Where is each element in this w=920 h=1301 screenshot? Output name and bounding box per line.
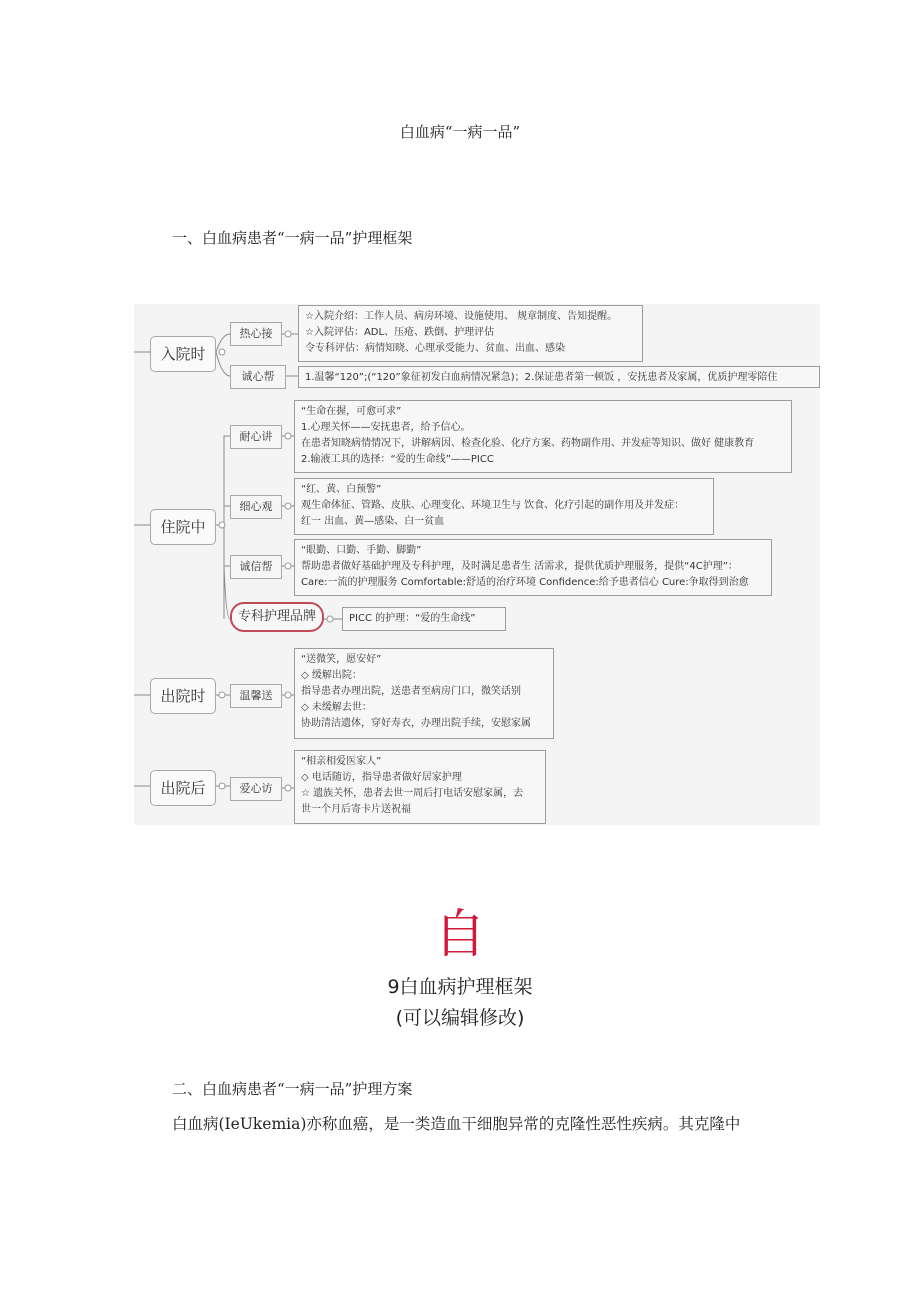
detail-4c-care xyxy=(294,539,772,596)
detail-line: 观生命体征、管路、皮肤、心理变化、环境卫生与 饮食、化疗引起的副作用及并发症： xyxy=(301,500,685,511)
body-paragraph: 白血病(IeUkemia)亦称血癌，是一类造血干细胞异常的克隆性恶性疾病。其克隆中 xyxy=(172,1115,741,1133)
detail-line: “眼勤、口勤、手勤、脚勤” xyxy=(301,545,422,556)
detail-line: Care:一流的护理服务 Comfortable:舒适的治疗环境 Confidence:给予患者信心 Cure:争取得到治愈 xyxy=(301,577,749,588)
section-heading-framework: 一、白血病患者“一病一品”护理框架 xyxy=(172,229,413,247)
detail-line: “送微笑，愿安好” xyxy=(301,654,382,665)
detail-line: “红、黄、白预警” xyxy=(301,484,382,495)
detail-admission-help xyxy=(298,366,820,388)
detail-line: PICC 的护理：“爱的生命线” xyxy=(349,613,476,624)
stage-hospitalization: 住院中 xyxy=(150,509,216,545)
sub-xixinguan: 细心观 xyxy=(230,495,282,519)
detail-line: 令专科评估：病情知晓、心理承受能力、贫血、出血、感染 xyxy=(305,343,565,354)
sub-aixinfang: 爱心访 xyxy=(230,777,282,801)
detail-line: ☆入院评估：ADL、压疮、跌倒、护理评估 xyxy=(305,327,495,338)
detail-patient-education xyxy=(294,400,792,473)
detail-line: ◇ 缓解出院： xyxy=(301,670,362,681)
detail-follow-up xyxy=(294,750,546,824)
detail-line: ◇ 未缓解去世： xyxy=(301,702,372,713)
detail-line: 1.温馨“120”;(“120”象征初发白血病情况紧急)；2.保证患者第一顿饭 ，安抚患者及家属，优质护理零陪住 xyxy=(305,372,778,383)
document-title: 白血病“一病一品” xyxy=(399,123,521,141)
detail-admission-intro xyxy=(298,305,643,362)
detail-discharge-care xyxy=(294,648,554,739)
detail-line: “相亲相爱医家人” xyxy=(301,756,382,767)
stage-admission: 入院时 xyxy=(150,336,216,372)
framework-caption-note: (可以编辑修改) xyxy=(395,1007,525,1029)
sub-chengxinbang-2: 诚信帮 xyxy=(230,555,282,579)
detail-line: 指导患者办理出院，送患者至病房门口，微笑话别 xyxy=(301,686,521,697)
sub-rexinjie: 热心接 xyxy=(230,322,282,346)
detail-line: 世一个月后寄卡片送祝福 xyxy=(301,804,411,815)
framework-caption-title: 9白血病护理框架 xyxy=(387,976,533,998)
detail-line: 1.心理关怀——安抚患者，给予信心。 xyxy=(301,422,471,433)
sub-chengxinbang: 诚心帮 xyxy=(230,365,286,389)
detail-line: ☆入院介绍：工作人员、病房环境、设施使用、 规章制度、告知提醒。 xyxy=(305,311,618,322)
detail-line: 2.输液工具的选择：“爱的生命线”——PICC xyxy=(301,454,494,465)
sub-specialty-brand: 专科护理品牌 xyxy=(230,602,324,632)
detail-line: 红一 出血、黄—感染、白一贫血 xyxy=(301,516,445,527)
sub-naixinjiang: 耐心讲 xyxy=(230,425,282,449)
nursing-framework-mindmap xyxy=(134,304,820,825)
section-heading-plan: 二、白血病患者“一病一品”护理方案 xyxy=(172,1080,413,1098)
decorative-big-character: 自 xyxy=(433,905,486,965)
sub-wenxinsong: 温馨送 xyxy=(230,684,282,708)
detail-line: “生命在握，可愈可求” xyxy=(301,406,402,417)
detail-picc-care xyxy=(342,607,506,631)
detail-line: 协助清洁遗体，穿好寿衣，办理出院手续，安慰家属 xyxy=(301,718,531,729)
detail-line: ◇ 电话随访，指导患者做好居家护理 xyxy=(301,772,462,783)
detail-line: 在患者知晓病情情况下，讲解病因、检查化验、化疗方案、药物副作用、并发症等知识、做好 健康教育 xyxy=(301,438,755,449)
stage-discharge: 出院时 xyxy=(150,678,216,714)
stage-post-discharge: 出院后 xyxy=(150,770,216,806)
detail-observation xyxy=(294,478,714,535)
detail-line: ☆ 遗族关怀，患者去世一周后打电话安慰家属，去 xyxy=(301,788,524,799)
detail-line: 帮助患者做好基础护理及专科护理，及时满足患者生 活需求，提供优质护理服务，提供“4C护理”： xyxy=(301,561,738,572)
